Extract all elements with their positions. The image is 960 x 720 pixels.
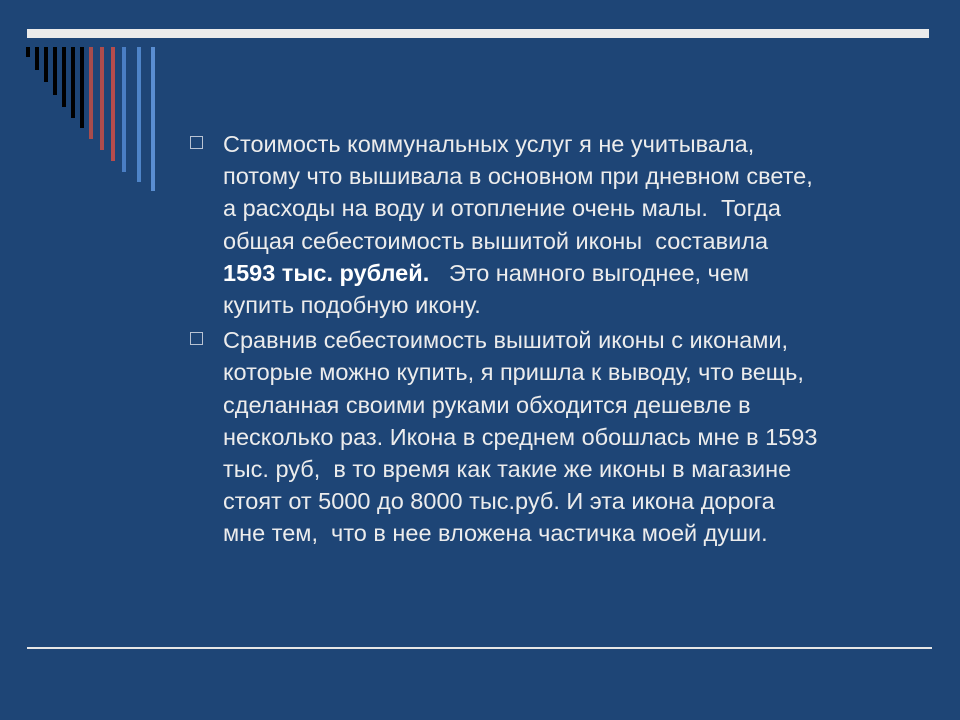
text-line: купить подобную икону.	[223, 292, 481, 319]
text-line: мне тем, что в нее вложена частичка моей души.	[223, 520, 768, 547]
decor-stripe	[151, 47, 155, 191]
decor-stripe	[137, 47, 141, 182]
decor-stripe	[44, 47, 48, 82]
decor-stripe	[62, 47, 66, 107]
emphasized-amount: 1593 тыс. рублей.	[223, 259, 430, 286]
text-line: общая себестоимость вышитой иконы составила	[223, 227, 769, 254]
text-line: стоят от 5000 до 8000 тыс.руб. И эта икона дорога	[223, 488, 775, 515]
text-fragment: Это намного выгоднее, чем	[429, 259, 750, 286]
text-line: тыс. руб, в то время как такие же иконы в магазине	[223, 456, 792, 483]
decor-stripe	[71, 47, 75, 118]
decorative-stripes	[0, 0, 170, 200]
text-line: сделанная своими руками обходится дешевле в	[223, 391, 751, 418]
text-line	[223, 257, 908, 289]
decor-stripe	[89, 47, 93, 139]
text-line: потому что вышивала в основном при дневном свете,	[223, 163, 813, 190]
square-bullet-icon	[190, 332, 203, 345]
text-line: несколько раз. Икона в среднем обошлась мне в 1593	[223, 423, 818, 450]
bottom-rule	[27, 647, 932, 649]
decor-stripe	[122, 47, 126, 172]
text-line: Стоимость коммунальных услуг я не учитывала,	[223, 131, 755, 157]
text-line: Сравнив себестоимость вышитой иконы с иконами,	[223, 327, 789, 354]
decor-stripe	[26, 47, 30, 57]
decor-stripe	[53, 47, 57, 95]
bullet-paragraph	[188, 324, 908, 549]
slide-body	[188, 128, 908, 553]
text-line: которые можно купить, я пришла к выводу, что вещь,	[223, 359, 804, 386]
decor-stripe	[35, 47, 39, 70]
decor-stripe	[80, 47, 84, 128]
square-bullet-icon	[190, 136, 203, 149]
text-line: а расходы на воду и отопление очень малы. Тогда	[223, 195, 781, 222]
bullet-paragraph	[188, 128, 908, 321]
decor-stripe	[100, 47, 104, 150]
decor-stripe	[111, 47, 115, 161]
